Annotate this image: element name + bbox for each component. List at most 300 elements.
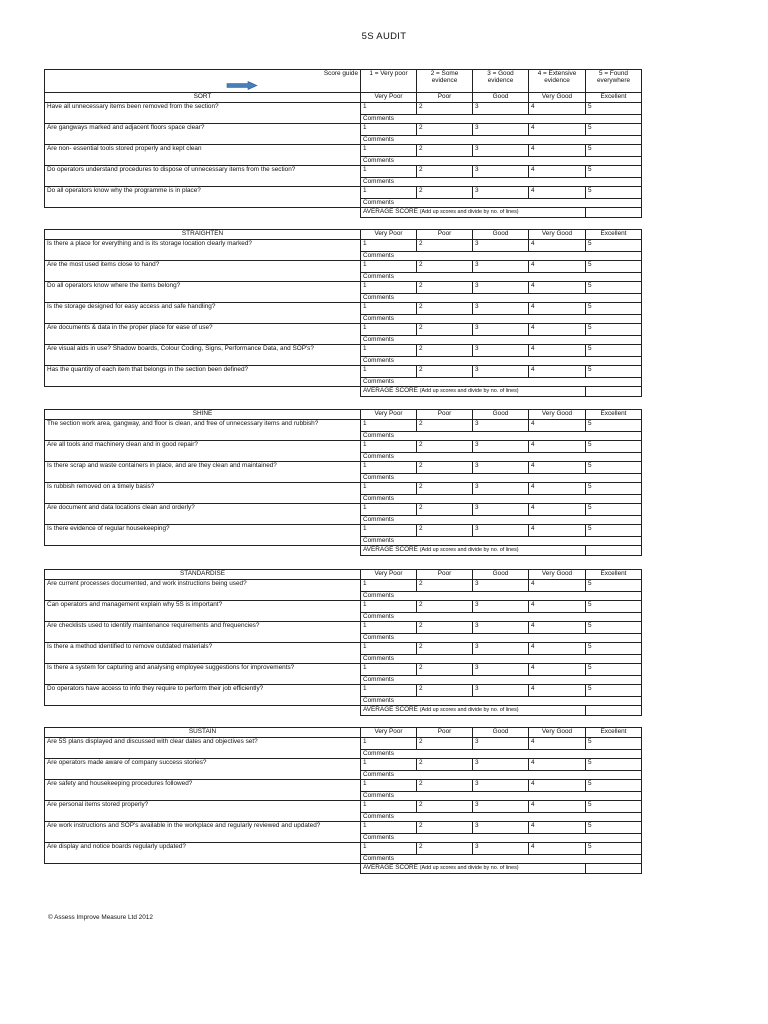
question-row bbox=[45, 843, 642, 855]
score-cell[interactable]: 5 bbox=[586, 441, 642, 453]
score-cell[interactable]: 3 bbox=[473, 345, 529, 357]
score-cell[interactable]: 3 bbox=[473, 261, 529, 273]
column-header: Poor bbox=[417, 230, 473, 240]
column-header: Poor bbox=[417, 93, 473, 103]
score-cell[interactable]: 4 bbox=[529, 685, 586, 697]
score-cell[interactable]: 2 bbox=[417, 145, 473, 157]
average-score-title: AVERAGE SCORE bbox=[363, 864, 418, 871]
comments-field[interactable]: Comments bbox=[361, 136, 642, 145]
score-cell[interactable]: 1 bbox=[361, 601, 417, 613]
question-text: Are checklists used to identify maintenance requirements and frequencies? bbox=[45, 622, 361, 643]
score-cell[interactable]: 1 bbox=[361, 580, 417, 592]
score-cell[interactable]: 4 bbox=[529, 124, 586, 136]
score-cell[interactable]: 4 bbox=[529, 843, 586, 855]
score-cell[interactable]: 4 bbox=[529, 622, 586, 634]
copyright-footer: © Assess Improve Measure Ltd 2012 bbox=[48, 914, 153, 921]
score-cell[interactable]: 5 bbox=[586, 240, 642, 252]
score-cell[interactable]: 5 bbox=[586, 601, 642, 613]
section-title-shine: SHINE bbox=[45, 410, 361, 420]
score-cell[interactable]: 5 bbox=[586, 525, 642, 537]
score-cell[interactable]: 3 bbox=[473, 103, 529, 115]
question-text: Are documents & data in the proper place for ease of use? bbox=[45, 324, 361, 345]
score-cell[interactable]: 4 bbox=[529, 759, 586, 771]
question-text: Are operators made aware of company success stories? bbox=[45, 759, 361, 780]
column-header: Excellent bbox=[586, 230, 642, 240]
section-header-row bbox=[45, 570, 642, 580]
score-cell[interactable]: 4 bbox=[529, 187, 586, 199]
score-cell[interactable]: 2 bbox=[417, 622, 473, 634]
score-cell[interactable]: 2 bbox=[417, 504, 473, 516]
score-cell[interactable]: 1 bbox=[361, 441, 417, 453]
section-header-row bbox=[45, 410, 642, 420]
question-row bbox=[45, 187, 642, 199]
shine-section-table bbox=[44, 409, 642, 556]
comments-field[interactable]: Comments bbox=[361, 474, 642, 483]
question-row bbox=[45, 124, 642, 136]
column-header: Excellent bbox=[586, 728, 642, 738]
column-header: Excellent bbox=[586, 570, 642, 580]
average-score-row bbox=[45, 208, 642, 218]
comments-field[interactable]: Comments bbox=[361, 357, 642, 366]
straighten-section-table bbox=[44, 229, 642, 397]
score-cell[interactable]: 5 bbox=[586, 420, 642, 432]
comments-field[interactable]: Comments bbox=[361, 855, 642, 864]
average-score-row bbox=[45, 706, 642, 716]
comments-field[interactable]: Comments bbox=[361, 294, 642, 303]
score-cell[interactable]: 4 bbox=[529, 261, 586, 273]
question-text: Are document and data locations clean and orderly? bbox=[45, 504, 361, 525]
average-score-value[interactable] bbox=[586, 864, 642, 874]
score-cell[interactable]: 4 bbox=[529, 282, 586, 294]
score-cell[interactable]: 1 bbox=[361, 622, 417, 634]
score-cell[interactable]: 4 bbox=[529, 462, 586, 474]
score-cell[interactable]: 1 bbox=[361, 843, 417, 855]
score-cell[interactable]: 3 bbox=[473, 187, 529, 199]
comments-field[interactable]: Comments bbox=[361, 792, 642, 801]
score-cell[interactable]: 5 bbox=[586, 780, 642, 792]
score-cell[interactable]: 2 bbox=[417, 822, 473, 834]
score-cell[interactable]: 2 bbox=[417, 780, 473, 792]
score-cell[interactable]: 4 bbox=[529, 366, 586, 378]
score-cell[interactable]: 4 bbox=[529, 483, 586, 495]
score-guide-option: 3 = Good evidence bbox=[473, 70, 529, 93]
average-score-row bbox=[45, 387, 642, 397]
average-score-title: AVERAGE SCORE bbox=[363, 208, 418, 215]
score-cell[interactable]: 3 bbox=[473, 822, 529, 834]
score-cell[interactable]: 1 bbox=[361, 282, 417, 294]
question-row bbox=[45, 738, 642, 750]
score-cell[interactable]: 2 bbox=[417, 261, 473, 273]
score-cell[interactable]: 2 bbox=[417, 580, 473, 592]
average-score-row bbox=[45, 546, 642, 556]
question-row bbox=[45, 145, 642, 157]
sustain-section-table bbox=[44, 727, 642, 874]
average-score-note: (Add up scores and divide by no. of lines) bbox=[419, 547, 519, 553]
column-header: Excellent bbox=[586, 410, 642, 420]
score-cell[interactable]: 4 bbox=[529, 324, 586, 336]
comments-field[interactable]: Comments bbox=[361, 813, 642, 822]
score-cell[interactable]: 1 bbox=[361, 525, 417, 537]
comments-field[interactable]: Comments bbox=[361, 592, 642, 601]
question-text: Are safety and housekeeping procedures followed? bbox=[45, 780, 361, 801]
score-cell[interactable]: 2 bbox=[417, 166, 473, 178]
question-row bbox=[45, 525, 642, 537]
score-cell[interactable]: 1 bbox=[361, 759, 417, 771]
score-cell[interactable]: 1 bbox=[361, 345, 417, 357]
question-row bbox=[45, 420, 642, 432]
comments-field[interactable]: Comments bbox=[361, 157, 642, 166]
question-row bbox=[45, 282, 642, 294]
comments-field[interactable]: Comments bbox=[361, 432, 642, 441]
score-cell[interactable]: 4 bbox=[529, 441, 586, 453]
comments-field[interactable]: Comments bbox=[361, 178, 642, 187]
column-header: Very Poor bbox=[361, 93, 417, 103]
score-cell[interactable]: 4 bbox=[529, 601, 586, 613]
average-score-title: AVERAGE SCORE bbox=[363, 706, 418, 713]
comments-field[interactable]: Comments bbox=[361, 697, 642, 706]
score-cell[interactable]: 2 bbox=[417, 187, 473, 199]
average-score-value[interactable] bbox=[586, 706, 642, 716]
score-guide-option: 4 = Extensive evidence bbox=[529, 70, 586, 93]
score-cell[interactable]: 2 bbox=[417, 664, 473, 676]
score-cell[interactable]: 3 bbox=[473, 601, 529, 613]
score-cell[interactable]: 5 bbox=[586, 324, 642, 336]
score-cell[interactable]: 4 bbox=[529, 822, 586, 834]
score-cell[interactable]: 4 bbox=[529, 580, 586, 592]
question-row bbox=[45, 441, 642, 453]
score-cell[interactable]: 4 bbox=[529, 303, 586, 315]
comments-field[interactable]: Comments bbox=[361, 199, 642, 208]
question-text: Is there scrap and waste containers in place, and are they clean and maintained? bbox=[45, 462, 361, 483]
question-row bbox=[45, 580, 642, 592]
section-title-straighten: STRAIGHTEN bbox=[45, 230, 361, 240]
score-cell[interactable]: 3 bbox=[473, 483, 529, 495]
question-text: Is the storage designed for easy access and safe handling? bbox=[45, 303, 361, 324]
score-cell[interactable]: 1 bbox=[361, 420, 417, 432]
score-cell[interactable]: 1 bbox=[361, 822, 417, 834]
question-row bbox=[45, 801, 642, 813]
section-header-row bbox=[45, 728, 642, 738]
score-cell[interactable]: 4 bbox=[529, 801, 586, 813]
section-header-row bbox=[45, 230, 642, 240]
score-cell[interactable]: 1 bbox=[361, 366, 417, 378]
score-cell[interactable]: 3 bbox=[473, 525, 529, 537]
score-cell[interactable]: 1 bbox=[361, 664, 417, 676]
page-title: 5S AUDIT bbox=[361, 31, 407, 42]
comments-field[interactable]: Comments bbox=[361, 273, 642, 282]
score-cell[interactable]: 3 bbox=[473, 622, 529, 634]
score-cell[interactable]: 5 bbox=[586, 801, 642, 813]
average-blank bbox=[45, 208, 361, 218]
score-cell[interactable]: 5 bbox=[586, 103, 642, 115]
column-header: Very Good bbox=[529, 410, 586, 420]
score-cell[interactable]: 2 bbox=[417, 103, 473, 115]
score-cell[interactable]: 2 bbox=[417, 483, 473, 495]
score-guide-option: 2 = Some evidence bbox=[417, 70, 473, 93]
comments-field[interactable]: Comments bbox=[361, 315, 642, 324]
section-title-sustain: SUSTAIN bbox=[45, 728, 361, 738]
comments-field[interactable]: Comments bbox=[361, 336, 642, 345]
question-text: Is rubbish removed on a timely basis? bbox=[45, 483, 361, 504]
score-cell[interactable]: 1 bbox=[361, 324, 417, 336]
score-cell[interactable]: 4 bbox=[529, 345, 586, 357]
score-cell[interactable]: 2 bbox=[417, 525, 473, 537]
score-cell[interactable]: 5 bbox=[586, 166, 642, 178]
average-blank bbox=[45, 546, 361, 556]
section-header-row bbox=[45, 93, 642, 103]
score-cell[interactable]: 5 bbox=[586, 685, 642, 697]
score-cell[interactable]: 5 bbox=[586, 622, 642, 634]
score-cell[interactable]: 3 bbox=[473, 504, 529, 516]
question-row bbox=[45, 462, 642, 474]
column-header: Very Poor bbox=[361, 728, 417, 738]
score-cell[interactable]: 1 bbox=[361, 483, 417, 495]
comments-field[interactable]: Comments bbox=[361, 750, 642, 759]
score-cell[interactable]: 1 bbox=[361, 303, 417, 315]
score-cell[interactable]: 5 bbox=[586, 282, 642, 294]
score-cell[interactable]: 4 bbox=[529, 738, 586, 750]
question-text: Do operators understand procedures to dispose of unnecessary items from the section? bbox=[45, 166, 361, 187]
score-cell[interactable]: 2 bbox=[417, 420, 473, 432]
average-score-value[interactable] bbox=[586, 387, 642, 397]
score-cell[interactable]: 3 bbox=[473, 366, 529, 378]
score-cell[interactable]: 1 bbox=[361, 643, 417, 655]
question-text: Is there a system for capturing and analysing employee suggestions for improvements? bbox=[45, 664, 361, 685]
score-cell[interactable]: 1 bbox=[361, 462, 417, 474]
average-score-label bbox=[361, 208, 586, 218]
score-cell[interactable]: 3 bbox=[473, 843, 529, 855]
score-cell[interactable]: 5 bbox=[586, 187, 642, 199]
score-cell[interactable]: 2 bbox=[417, 303, 473, 315]
column-header: Good bbox=[473, 570, 529, 580]
question-text: Has the quantity of each item that belongs in the section been defined? bbox=[45, 366, 361, 387]
score-cell[interactable]: 5 bbox=[586, 366, 642, 378]
score-cell[interactable]: 2 bbox=[417, 801, 473, 813]
section-title-sort: SORT bbox=[45, 93, 361, 103]
score-cell[interactable]: 3 bbox=[473, 580, 529, 592]
score-cell[interactable]: 5 bbox=[586, 759, 642, 771]
score-cell[interactable]: 1 bbox=[361, 240, 417, 252]
question-row bbox=[45, 303, 642, 315]
average-score-value[interactable] bbox=[586, 208, 642, 218]
column-header: Very Poor bbox=[361, 230, 417, 240]
column-header: Very Good bbox=[529, 570, 586, 580]
score-cell[interactable]: 2 bbox=[417, 462, 473, 474]
question-row bbox=[45, 366, 642, 378]
question-row bbox=[45, 822, 642, 834]
comments-field[interactable]: Comments bbox=[361, 771, 642, 780]
score-cell[interactable]: 4 bbox=[529, 145, 586, 157]
column-header: Excellent bbox=[586, 93, 642, 103]
score-cell[interactable]: 1 bbox=[361, 504, 417, 516]
average-blank bbox=[45, 706, 361, 716]
average-score-label bbox=[361, 706, 586, 716]
score-cell[interactable]: 3 bbox=[473, 801, 529, 813]
score-cell[interactable]: 5 bbox=[586, 483, 642, 495]
score-cell[interactable]: 4 bbox=[529, 525, 586, 537]
score-cell[interactable]: 2 bbox=[417, 240, 473, 252]
score-cell[interactable]: 3 bbox=[473, 124, 529, 136]
score-cell[interactable]: 5 bbox=[586, 504, 642, 516]
score-cell[interactable]: 2 bbox=[417, 843, 473, 855]
question-text: Are display and notice boards regularly updated? bbox=[45, 843, 361, 864]
score-cell[interactable]: 5 bbox=[586, 843, 642, 855]
score-cell[interactable]: 4 bbox=[529, 103, 586, 115]
column-header: Good bbox=[473, 93, 529, 103]
comments-field[interactable]: Comments bbox=[361, 634, 642, 643]
comments-field[interactable]: Comments bbox=[361, 252, 642, 261]
question-text: Are visual aids in use? Shadow boards, Colour Coding, Signs, Performance Data, and SOP's? bbox=[45, 345, 361, 366]
comments-field[interactable]: Comments bbox=[361, 378, 642, 387]
score-cell[interactable]: 5 bbox=[586, 124, 642, 136]
column-header: Very Good bbox=[529, 93, 586, 103]
score-cell[interactable]: 2 bbox=[417, 738, 473, 750]
column-header: Good bbox=[473, 728, 529, 738]
comments-field[interactable]: Comments bbox=[361, 655, 642, 664]
question-row bbox=[45, 166, 642, 178]
question-text: Are gangways marked and adjacent floors space clear? bbox=[45, 124, 361, 145]
score-cell[interactable]: 5 bbox=[586, 462, 642, 474]
score-guide-label: Score guide bbox=[45, 70, 361, 93]
comments-field[interactable]: Comments bbox=[361, 613, 642, 622]
column-header: Very Good bbox=[529, 230, 586, 240]
average-score-value[interactable] bbox=[586, 546, 642, 556]
column-header: Very Good bbox=[529, 728, 586, 738]
column-header: Poor bbox=[417, 410, 473, 420]
score-cell[interactable]: 4 bbox=[529, 504, 586, 516]
score-cell[interactable]: 1 bbox=[361, 124, 417, 136]
score-cell[interactable]: 5 bbox=[586, 261, 642, 273]
score-cell[interactable]: 3 bbox=[473, 420, 529, 432]
question-text: Are 5S plans displayed and discussed with clear dates and objectives set? bbox=[45, 738, 361, 759]
question-row bbox=[45, 622, 642, 634]
average-score-note: (Add up scores and divide by no. of lines) bbox=[419, 707, 519, 713]
score-cell[interactable]: 5 bbox=[586, 580, 642, 592]
score-cell[interactable]: 1 bbox=[361, 801, 417, 813]
question-row bbox=[45, 240, 642, 252]
score-cell[interactable]: 2 bbox=[417, 282, 473, 294]
question-text: Are non- essential tools stored properly and kept clean bbox=[45, 145, 361, 166]
average-score-label bbox=[361, 387, 586, 397]
column-header: Very Poor bbox=[361, 570, 417, 580]
score-cell[interactable]: 4 bbox=[529, 166, 586, 178]
question-row bbox=[45, 345, 642, 357]
score-cell[interactable]: 5 bbox=[586, 643, 642, 655]
score-cell[interactable]: 3 bbox=[473, 441, 529, 453]
question-text: Do all operators know where the items belong? bbox=[45, 282, 361, 303]
comments-field[interactable]: Comments bbox=[361, 495, 642, 504]
score-cell[interactable]: 1 bbox=[361, 780, 417, 792]
score-guide-option: 5 = Found everywhere bbox=[586, 70, 642, 93]
comments-field[interactable]: Comments bbox=[361, 537, 642, 546]
question-text: Are current processes documented, and work instructions being used? bbox=[45, 580, 361, 601]
score-cell[interactable]: 1 bbox=[361, 261, 417, 273]
question-text: Is there a method identified to remove outdated materials? bbox=[45, 643, 361, 664]
score-cell[interactable]: 1 bbox=[361, 145, 417, 157]
average-blank bbox=[45, 387, 361, 397]
question-text: Do operators have access to info they require to perform their job efficiently? bbox=[45, 685, 361, 706]
score-cell[interactable]: 2 bbox=[417, 601, 473, 613]
column-header: Good bbox=[473, 230, 529, 240]
score-cell[interactable]: 2 bbox=[417, 324, 473, 336]
score-cell[interactable]: 3 bbox=[473, 166, 529, 178]
score-cell[interactable]: 1 bbox=[361, 738, 417, 750]
score-cell[interactable]: 3 bbox=[473, 303, 529, 315]
score-cell[interactable]: 5 bbox=[586, 664, 642, 676]
question-row bbox=[45, 759, 642, 771]
comments-field[interactable]: Comments bbox=[361, 516, 642, 525]
question-row bbox=[45, 601, 642, 613]
score-cell[interactable]: 3 bbox=[473, 643, 529, 655]
score-cell[interactable]: 5 bbox=[586, 345, 642, 357]
column-header: Very Poor bbox=[361, 410, 417, 420]
score-cell[interactable]: 2 bbox=[417, 685, 473, 697]
question-text: Have all unnecessary items been removed from the section? bbox=[45, 103, 361, 124]
score-cell[interactable]: 2 bbox=[417, 643, 473, 655]
score-cell[interactable]: 3 bbox=[473, 685, 529, 697]
comments-field[interactable]: Comments bbox=[361, 676, 642, 685]
average-score-note: (Add up scores and divide by no. of lines) bbox=[419, 209, 519, 215]
score-cell[interactable]: 5 bbox=[586, 822, 642, 834]
score-guide-row bbox=[45, 70, 642, 93]
question-row bbox=[45, 261, 642, 273]
comments-field[interactable]: Comments bbox=[361, 834, 642, 843]
score-cell[interactable]: 5 bbox=[586, 145, 642, 157]
score-cell[interactable]: 3 bbox=[473, 324, 529, 336]
score-cell[interactable]: 3 bbox=[473, 240, 529, 252]
question-row bbox=[45, 483, 642, 495]
question-text: Are the most used items close to hand? bbox=[45, 261, 361, 282]
score-cell[interactable]: 5 bbox=[586, 303, 642, 315]
score-cell[interactable]: 3 bbox=[473, 780, 529, 792]
question-row bbox=[45, 643, 642, 655]
question-row bbox=[45, 504, 642, 516]
section-title-standardise: STANDARDISE bbox=[45, 570, 361, 580]
comments-field[interactable]: Comments bbox=[361, 115, 642, 124]
score-cell[interactable]: 4 bbox=[529, 420, 586, 432]
score-cell[interactable]: 4 bbox=[529, 240, 586, 252]
score-cell[interactable]: 3 bbox=[473, 759, 529, 771]
score-cell[interactable]: 1 bbox=[361, 685, 417, 697]
score-cell[interactable]: 1 bbox=[361, 103, 417, 115]
score-cell[interactable]: 3 bbox=[473, 145, 529, 157]
score-cell[interactable]: 4 bbox=[529, 643, 586, 655]
score-cell[interactable]: 5 bbox=[586, 738, 642, 750]
question-text: Are work instructions and SOP's available in the workplace and regularly reviewed and updated? bbox=[45, 822, 361, 843]
score-cell[interactable]: 4 bbox=[529, 664, 586, 676]
standardise-section-table bbox=[44, 569, 642, 716]
question-text: The section work area, gangway, and floor is clean, and free of unnecessary items and rubbish? bbox=[45, 420, 361, 441]
question-text: Are all tools and machinery clean and in good repair? bbox=[45, 441, 361, 462]
comments-field[interactable]: Comments bbox=[361, 453, 642, 462]
score-cell[interactable]: 2 bbox=[417, 441, 473, 453]
score-cell[interactable]: 3 bbox=[473, 664, 529, 676]
average-score-title: AVERAGE SCORE bbox=[363, 546, 418, 553]
score-cell[interactable]: 2 bbox=[417, 366, 473, 378]
question-row bbox=[45, 103, 642, 115]
score-cell[interactable]: 1 bbox=[361, 166, 417, 178]
average-score-note: (Add up scores and divide by no. of lines) bbox=[419, 388, 519, 394]
score-cell[interactable]: 3 bbox=[473, 462, 529, 474]
score-cell[interactable]: 1 bbox=[361, 187, 417, 199]
score-cell[interactable]: 3 bbox=[473, 738, 529, 750]
question-row bbox=[45, 685, 642, 697]
score-cell[interactable]: 2 bbox=[417, 124, 473, 136]
score-cell[interactable]: 2 bbox=[417, 345, 473, 357]
score-cell[interactable]: 2 bbox=[417, 759, 473, 771]
score-cell[interactable]: 4 bbox=[529, 780, 586, 792]
score-cell[interactable]: 3 bbox=[473, 282, 529, 294]
